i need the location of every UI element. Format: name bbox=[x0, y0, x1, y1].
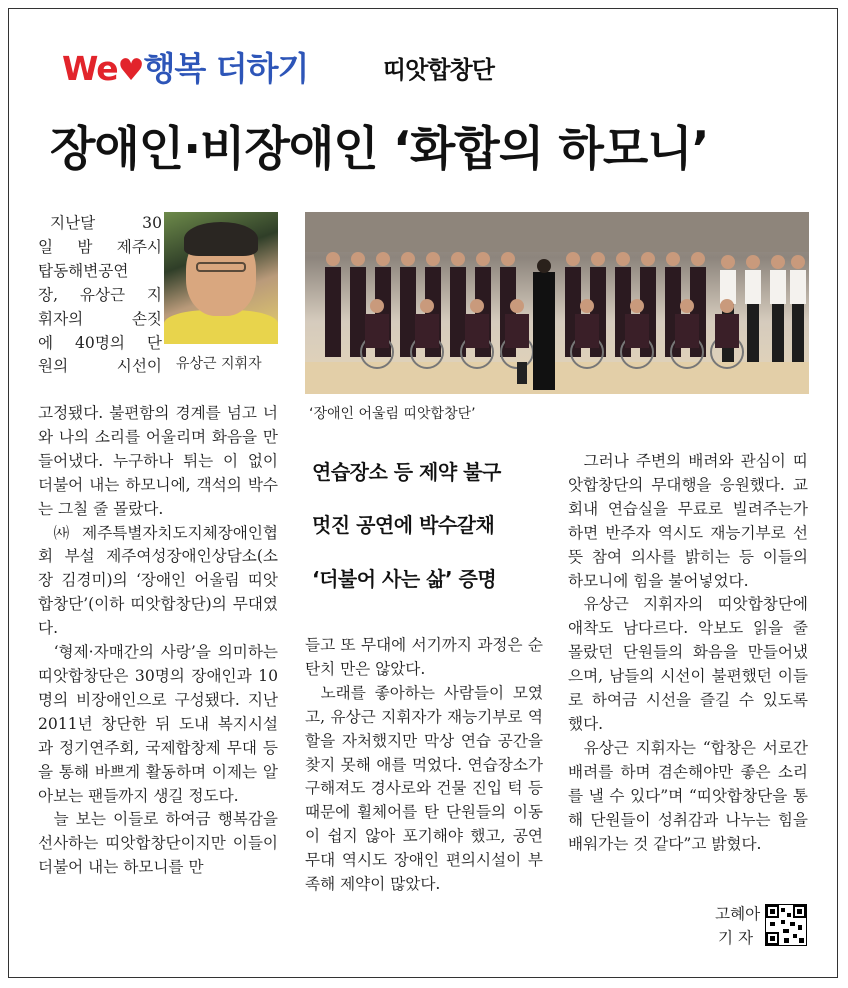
paragraph: ‘형제·자매간의 사랑’을 의미하는 띠앗합창단은 30명의 장애인과 10명의 비장애인으로 구성됐다. 지난 2011년 창단한 뒤 도내 복지시설과 정기연주회, 국제합창제 무대 등을 통해 바쁘게 활동하며 이제는 알아보는 팬들까지 생길 정도다. bbox=[38, 643, 278, 805]
byline-title: 기 자 bbox=[718, 929, 754, 947]
paragraph: ㈔제주특별자치도지체장애인협회 부설 제주여성장애인상담소(소장 김경미)의 ‘장애인 어울림 띠앗합창단’(이하 띠앗합창단)의 무대였다. bbox=[38, 523, 278, 638]
intro-line: 장, 유상근 지 bbox=[38, 285, 162, 304]
column-2 bbox=[305, 634, 543, 897]
subheading-3: ‘더불어 사는 삶’ 증명 bbox=[312, 567, 497, 591]
byline-name: 고혜아 bbox=[715, 905, 761, 923]
brand-logo bbox=[62, 43, 308, 90]
portrait-caption: 유상근 지휘자 bbox=[176, 356, 262, 372]
paragraph: 고정됐다. 불편함의 경계를 넘고 너와 나의 소리를 어울리며 화음을 만들어냈다. 누구하나 튀는 이 없이 더불어 내는 하모니에, 객석의 박수는 그칠 줄 몰랐다. bbox=[38, 404, 278, 518]
choir-illustration bbox=[305, 212, 809, 394]
brand-text: 행복 더하기 bbox=[143, 49, 309, 88]
brand-we: We bbox=[62, 49, 118, 88]
section-label: 띠앗합창단 bbox=[383, 56, 494, 84]
paragraph: 그러나 주변의 배려와 관심이 띠앗합창단의 무대행을 응원했다. 교회내 연습실을 무료로 빌려주는가 하면 반주자 역시도 재능기부로 선뜻 참여 의사를 밝히는 등 이들의 하모니에 힘을 불어넣었다. bbox=[568, 452, 808, 590]
paragraph: 노래를 좋아하는 사람들이 모였고, 유상근 지휘자가 재능기부로 역할을 자처했지만 막상 연습 공간을 찾지 못해 애를 먹었다. 연습장소가 구해져도 경사로와 건물 진입 턱 등 때문에 휠체어를 탄 단원들의 이동이 쉽지 않아 포기해야 했고, 공연 무대 역시도 장애인 편의시설이 부족해 제약이 많았다. bbox=[305, 683, 543, 894]
choir-photo bbox=[305, 212, 809, 394]
intro-line: 원의 시선이 bbox=[38, 357, 162, 376]
intro-line: 에 40명의 단 bbox=[38, 333, 162, 352]
column-1-body bbox=[38, 402, 278, 880]
choir-caption: ‘장애인 어울림 띠앗합창단’ bbox=[309, 406, 476, 422]
column-1-intro bbox=[38, 212, 162, 379]
subheading-2: 멋진 공연에 박수갈채 bbox=[312, 513, 495, 537]
qr-code-icon[interactable] bbox=[765, 904, 807, 946]
paragraph: 들고 또 무대에 서기까지 과정은 순탄치 만은 않았다. bbox=[305, 636, 543, 678]
intro-line: 일 밤 제주시 bbox=[38, 237, 162, 256]
paragraph: 유상근 지휘자의 띠앗합창단에 애착도 남다르다. 악보도 읽을 줄 몰랐던 단원들의 화음을 만들어냈으며, 남들의 시선이 불편했던 이들로 하여금 시선을 즐길 수 있도록 했다. bbox=[568, 595, 808, 733]
intro-line: 지난달 30 bbox=[50, 214, 162, 232]
column-3 bbox=[568, 450, 808, 856]
headline: 장애인·비장애인 ‘화합의 하모니’ bbox=[50, 122, 709, 177]
intro-line: 휘자의 손짓 bbox=[38, 309, 162, 328]
paragraph: 유상근 지휘자는 “합창은 서로간 배려를 하며 겸손해야만 좋은 소리를 낼 수 있다”며 “띠앗합창단을 통해 단원들이 성취감과 나누는 힘을 배워가는 것 같다”고 밝혔다. bbox=[568, 738, 808, 853]
conductor-photo bbox=[164, 212, 278, 344]
subheading-1: 연습장소 등 제약 불구 bbox=[312, 460, 501, 484]
intro-line: 탑동해변공연 bbox=[38, 261, 129, 280]
heart-icon: ♥ bbox=[117, 53, 144, 88]
paragraph: 늘 보는 이들로 하여금 행복감을 선사하는 띠앗합창단이지만 이들이 더불어 내는 하모니를 만 bbox=[38, 810, 278, 877]
